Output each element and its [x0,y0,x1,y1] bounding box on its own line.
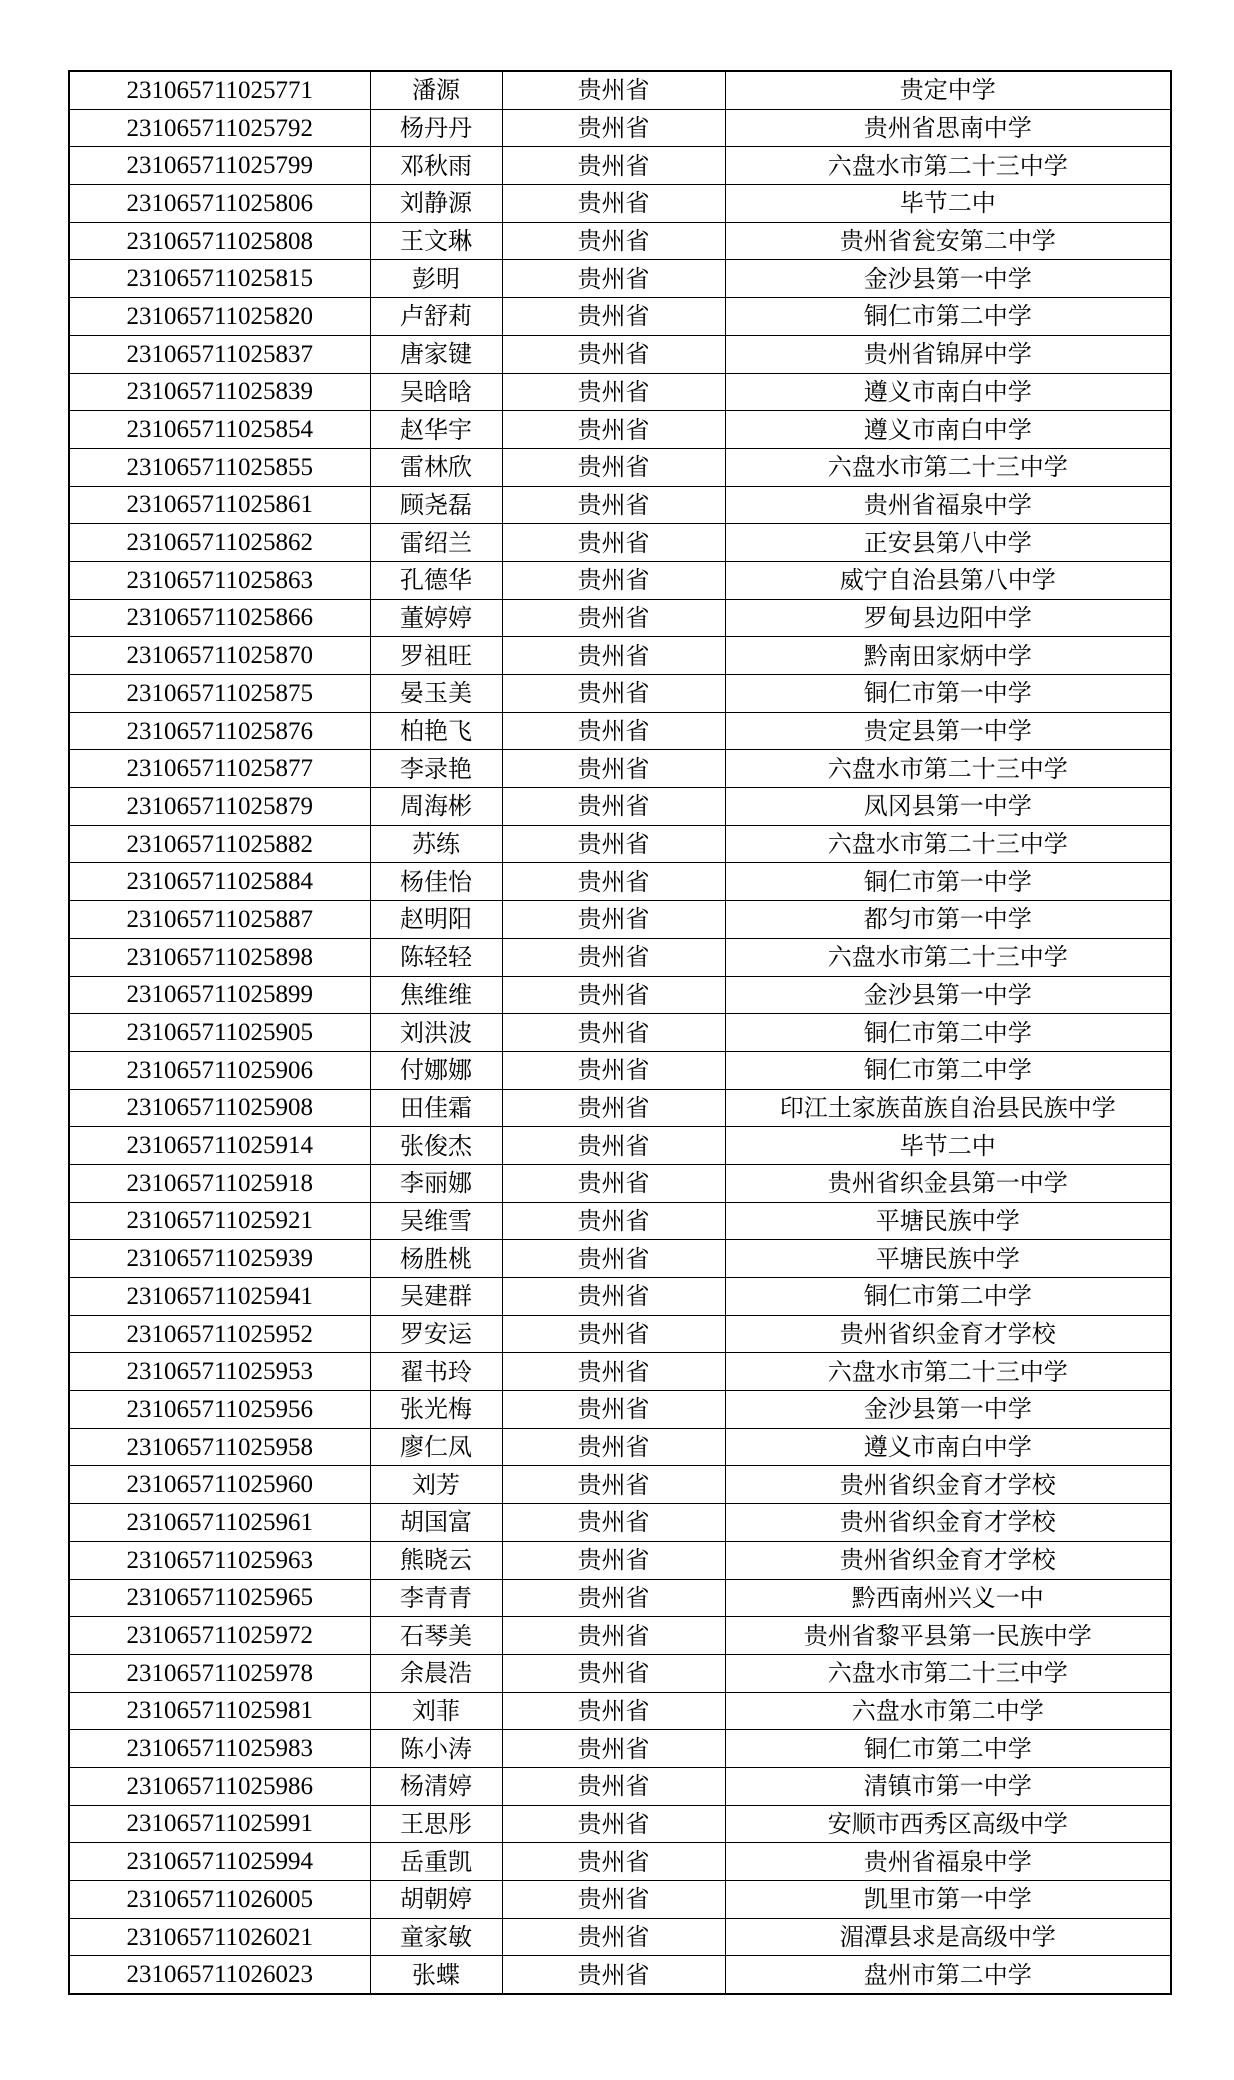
exam-id-cell: 231065711025855 [69,448,370,486]
exam-id-cell: 231065711025960 [69,1466,370,1504]
school-cell: 贵州省黎平县第一民族中学 [725,1617,1171,1655]
province-cell: 贵州省 [502,901,725,939]
province-cell: 贵州省 [502,1579,725,1617]
student-name-cell: 翟书玲 [370,1353,502,1391]
exam-id-cell: 231065711025939 [69,1240,370,1278]
school-cell: 铜仁市第二中学 [725,1730,1171,1768]
province-cell: 贵州省 [502,1391,725,1429]
school-cell: 铜仁市第一中学 [725,863,1171,901]
province-cell: 贵州省 [502,637,725,675]
province-cell: 贵州省 [502,1127,725,1165]
province-cell: 贵州省 [502,222,725,260]
table-row [69,448,1171,486]
table-row [69,1466,1171,1504]
school-cell: 贵州省织金县第一中学 [725,1164,1171,1202]
table-row [69,1918,1171,1956]
student-name-cell: 李青青 [370,1579,502,1617]
student-name-cell: 罗祖旺 [370,637,502,675]
school-cell: 贵州省福泉中学 [725,486,1171,524]
student-name-cell: 雷林欣 [370,448,502,486]
school-cell: 凯里市第一中学 [725,1881,1171,1919]
province-cell: 贵州省 [502,1466,725,1504]
table-row [69,1014,1171,1052]
school-cell: 六盘水市第二十三中学 [725,750,1171,788]
province-cell: 贵州省 [502,1164,725,1202]
school-cell: 黔南田家炳中学 [725,637,1171,675]
province-cell: 贵州省 [502,1881,725,1919]
province-cell: 贵州省 [502,825,725,863]
table-row [69,599,1171,637]
table-row [69,147,1171,185]
exam-id-cell: 231065711025961 [69,1504,370,1542]
province-cell: 贵州省 [502,1654,725,1692]
school-cell: 盘州市第二中学 [725,1956,1171,1994]
school-cell: 清镇市第一中学 [725,1767,1171,1805]
province-cell: 贵州省 [502,147,725,185]
table-row [69,1353,1171,1391]
province-cell: 贵州省 [502,1014,725,1052]
table-row [69,222,1171,260]
table-row [69,1579,1171,1617]
school-cell: 贵定中学 [725,71,1171,109]
province-cell: 贵州省 [502,298,725,336]
exam-id-cell: 231065711025820 [69,298,370,336]
province-cell: 贵州省 [502,1805,725,1843]
school-cell: 黔西南州兴义一中 [725,1579,1171,1617]
province-cell: 贵州省 [502,260,725,298]
table-row [69,1881,1171,1919]
student-name-cell: 焦维维 [370,976,502,1014]
student-name-cell: 晏玉美 [370,675,502,713]
school-cell: 贵州省织金育才学校 [725,1466,1171,1504]
student-name-cell: 王思彤 [370,1805,502,1843]
table-row [69,260,1171,298]
student-name-cell: 童家敏 [370,1918,502,1956]
province-cell: 贵州省 [502,599,725,637]
student-name-cell: 胡朝婷 [370,1881,502,1919]
exam-id-cell: 231065711025806 [69,185,370,223]
student-name-cell: 刘洪波 [370,1014,502,1052]
province-cell: 贵州省 [502,1730,725,1768]
table-row [69,788,1171,826]
exam-id-cell: 231065711025906 [69,1051,370,1089]
table-row [69,1127,1171,1165]
student-name-cell: 邓秋雨 [370,147,502,185]
table-row [69,976,1171,1014]
exam-id-cell: 231065711025879 [69,788,370,826]
school-cell: 遵义市南白中学 [725,1428,1171,1466]
province-cell: 贵州省 [502,524,725,562]
table-row [69,1843,1171,1881]
exam-id-cell: 231065711025808 [69,222,370,260]
student-name-cell: 余晨浩 [370,1654,502,1692]
exam-id-cell: 231065711025941 [69,1278,370,1316]
table-row [69,524,1171,562]
school-cell: 六盘水市第二十三中学 [725,1654,1171,1692]
province-cell: 贵州省 [502,863,725,901]
table-row [69,1805,1171,1843]
table-row [69,637,1171,675]
province-cell: 贵州省 [502,1240,725,1278]
table-row [69,712,1171,750]
student-name-cell: 岳重凯 [370,1843,502,1881]
table-row [69,1692,1171,1730]
exam-id-cell: 231065711025956 [69,1391,370,1429]
exam-id-cell: 231065711025899 [69,976,370,1014]
province-cell: 贵州省 [502,1315,725,1353]
exam-id-cell: 231065711025958 [69,1428,370,1466]
exam-id-cell: 231065711025914 [69,1127,370,1165]
table-row [69,1767,1171,1805]
school-cell: 铜仁市第二中学 [725,1014,1171,1052]
table-row [69,185,1171,223]
school-cell: 安顺市西秀区高级中学 [725,1805,1171,1843]
table-row [69,1240,1171,1278]
student-name-cell: 王文琳 [370,222,502,260]
school-cell: 遵义市南白中学 [725,411,1171,449]
school-cell: 都匀市第一中学 [725,901,1171,939]
table-row [69,71,1171,109]
exam-id-cell: 231065711025986 [69,1767,370,1805]
school-cell: 铜仁市第二中学 [725,1051,1171,1089]
exam-id-cell: 231065711025921 [69,1202,370,1240]
school-cell: 金沙县第一中学 [725,976,1171,1014]
province-cell: 贵州省 [502,1428,725,1466]
exam-id-cell: 231065711025953 [69,1353,370,1391]
school-cell: 毕节二中 [725,185,1171,223]
province-cell: 贵州省 [502,788,725,826]
table-row [69,1278,1171,1316]
student-name-cell: 廖仁凤 [370,1428,502,1466]
province-cell: 贵州省 [502,1278,725,1316]
exam-id-cell: 231065711025918 [69,1164,370,1202]
student-name-cell: 付娜娜 [370,1051,502,1089]
table-row [69,1051,1171,1089]
student-name-cell: 卢舒莉 [370,298,502,336]
student-name-cell: 苏练 [370,825,502,863]
roster-table [68,70,1172,1995]
exam-id-cell: 231065711025792 [69,109,370,147]
student-name-cell: 赵华宇 [370,411,502,449]
province-cell: 贵州省 [502,71,725,109]
school-cell: 铜仁市第二中学 [725,1278,1171,1316]
school-cell: 铜仁市第一中学 [725,675,1171,713]
exam-id-cell: 231065711025771 [69,71,370,109]
exam-id-cell: 231065711025983 [69,1730,370,1768]
school-cell: 贵定县第一中学 [725,712,1171,750]
school-cell: 贵州省思南中学 [725,109,1171,147]
table-row [69,1089,1171,1127]
exam-id-cell: 231065711025965 [69,1579,370,1617]
province-cell: 贵州省 [502,1918,725,1956]
school-cell: 贵州省福泉中学 [725,1843,1171,1881]
student-name-cell: 刘菲 [370,1692,502,1730]
student-name-cell: 雷绍兰 [370,524,502,562]
province-cell: 贵州省 [502,1692,725,1730]
province-cell: 贵州省 [502,561,725,599]
province-cell: 贵州省 [502,712,725,750]
exam-id-cell: 231065711025837 [69,335,370,373]
province-cell: 贵州省 [502,373,725,411]
table-row [69,1315,1171,1353]
school-cell: 平塘民族中学 [725,1240,1171,1278]
province-cell: 贵州省 [502,486,725,524]
student-name-cell: 周海彬 [370,788,502,826]
exam-id-cell: 231065711025963 [69,1541,370,1579]
province-cell: 贵州省 [502,750,725,788]
exam-id-cell: 231065711025898 [69,938,370,976]
province-cell: 贵州省 [502,1202,725,1240]
school-cell: 贵州省瓮安第二中学 [725,222,1171,260]
exam-id-cell: 231065711025861 [69,486,370,524]
student-name-cell: 杨丹丹 [370,109,502,147]
roster-body [69,71,1171,1994]
school-cell: 贵州省织金育才学校 [725,1541,1171,1579]
table-row [69,373,1171,411]
exam-id-cell: 231065711025884 [69,863,370,901]
table-row [69,411,1171,449]
school-cell: 六盘水市第二十三中学 [725,825,1171,863]
student-name-cell: 李丽娜 [370,1164,502,1202]
school-cell: 平塘民族中学 [725,1202,1171,1240]
exam-id-cell: 231065711025862 [69,524,370,562]
exam-id-cell: 231065711025876 [69,712,370,750]
table-row [69,901,1171,939]
student-name-cell: 吴建群 [370,1278,502,1316]
exam-id-cell: 231065711025905 [69,1014,370,1052]
student-name-cell: 罗安运 [370,1315,502,1353]
table-row [69,335,1171,373]
table-row [69,863,1171,901]
province-cell: 贵州省 [502,1843,725,1881]
student-name-cell: 孔德华 [370,561,502,599]
table-row [69,486,1171,524]
province-cell: 贵州省 [502,976,725,1014]
school-cell: 湄潭县求是高级中学 [725,1918,1171,1956]
student-name-cell: 张光梅 [370,1391,502,1429]
student-name-cell: 潘源 [370,71,502,109]
school-cell: 六盘水市第二十三中学 [725,147,1171,185]
exam-id-cell: 231065711026023 [69,1956,370,1994]
exam-id-cell: 231065711025854 [69,411,370,449]
school-cell: 正安县第八中学 [725,524,1171,562]
student-name-cell: 柏艳飞 [370,712,502,750]
school-cell: 贵州省织金育才学校 [725,1315,1171,1353]
province-cell: 贵州省 [502,411,725,449]
province-cell: 贵州省 [502,675,725,713]
exam-id-cell: 231065711025991 [69,1805,370,1843]
school-cell: 六盘水市第二十三中学 [725,1353,1171,1391]
province-cell: 贵州省 [502,1353,725,1391]
table-row [69,1164,1171,1202]
school-cell: 遵义市南白中学 [725,373,1171,411]
exam-id-cell: 231065711025877 [69,750,370,788]
student-name-cell: 杨清婷 [370,1767,502,1805]
province-cell: 贵州省 [502,1541,725,1579]
exam-id-cell: 231065711025994 [69,1843,370,1881]
table-row [69,1654,1171,1692]
school-cell: 金沙县第一中学 [725,1391,1171,1429]
province-cell: 贵州省 [502,938,725,976]
table-row [69,938,1171,976]
province-cell: 贵州省 [502,1956,725,1994]
exam-id-cell: 231065711026021 [69,1918,370,1956]
table-row [69,750,1171,788]
exam-id-cell: 231065711025815 [69,260,370,298]
student-name-cell: 董婷婷 [370,599,502,637]
exam-id-cell: 231065711025875 [69,675,370,713]
school-cell: 铜仁市第二中学 [725,298,1171,336]
student-name-cell: 顾尧磊 [370,486,502,524]
province-cell: 贵州省 [502,335,725,373]
table-row [69,1541,1171,1579]
table-row [69,298,1171,336]
table-row [69,1504,1171,1542]
province-cell: 贵州省 [502,1051,725,1089]
exam-id-cell: 231065711025908 [69,1089,370,1127]
student-name-cell: 陈小涛 [370,1730,502,1768]
table-row [69,1202,1171,1240]
province-cell: 贵州省 [502,185,725,223]
exam-id-cell: 231065711025882 [69,825,370,863]
student-name-cell: 张俊杰 [370,1127,502,1165]
table-row [69,109,1171,147]
exam-id-cell: 231065711025799 [69,147,370,185]
province-cell: 贵州省 [502,1617,725,1655]
exam-id-cell: 231065711025870 [69,637,370,675]
student-name-cell: 张蝶 [370,1956,502,1994]
table-row [69,1391,1171,1429]
table-row [69,675,1171,713]
student-name-cell: 熊晓云 [370,1541,502,1579]
school-cell: 威宁自治县第八中学 [725,561,1171,599]
exam-id-cell: 231065711025866 [69,599,370,637]
exam-id-cell: 231065711025972 [69,1617,370,1655]
exam-id-cell: 231065711025839 [69,373,370,411]
province-cell: 贵州省 [502,1504,725,1542]
student-name-cell: 石琴美 [370,1617,502,1655]
province-cell: 贵州省 [502,1767,725,1805]
student-name-cell: 刘芳 [370,1466,502,1504]
exam-id-cell: 231065711025887 [69,901,370,939]
student-name-cell: 赵明阳 [370,901,502,939]
school-cell: 凤冈县第一中学 [725,788,1171,826]
school-cell: 毕节二中 [725,1127,1171,1165]
student-name-cell: 杨胜桃 [370,1240,502,1278]
student-name-cell: 陈轻轻 [370,938,502,976]
table-row [69,825,1171,863]
student-name-cell: 彭明 [370,260,502,298]
school-cell: 金沙县第一中学 [725,260,1171,298]
school-cell: 六盘水市第二十三中学 [725,938,1171,976]
province-cell: 贵州省 [502,109,725,147]
school-cell: 印江土家族苗族自治县民族中学 [725,1089,1171,1127]
student-name-cell: 杨佳怡 [370,863,502,901]
exam-id-cell: 231065711025863 [69,561,370,599]
exam-id-cell: 231065711025978 [69,1654,370,1692]
student-name-cell: 田佳霜 [370,1089,502,1127]
province-cell: 贵州省 [502,448,725,486]
table-row [69,1617,1171,1655]
table-row [69,1428,1171,1466]
school-cell: 六盘水市第二中学 [725,1692,1171,1730]
school-cell: 贵州省锦屏中学 [725,335,1171,373]
student-name-cell: 吴晗晗 [370,373,502,411]
exam-id-cell: 231065711025981 [69,1692,370,1730]
school-cell: 贵州省织金育才学校 [725,1504,1171,1542]
table-row [69,561,1171,599]
student-name-cell: 刘静源 [370,185,502,223]
student-name-cell: 李录艳 [370,750,502,788]
table-row [69,1956,1171,1994]
student-name-cell: 胡国富 [370,1504,502,1542]
table-row [69,1730,1171,1768]
school-cell: 六盘水市第二十三中学 [725,448,1171,486]
exam-id-cell: 231065711025952 [69,1315,370,1353]
exam-id-cell: 231065711026005 [69,1881,370,1919]
province-cell: 贵州省 [502,1089,725,1127]
student-name-cell: 吴维雪 [370,1202,502,1240]
school-cell: 罗甸县边阳中学 [725,599,1171,637]
student-name-cell: 唐家键 [370,335,502,373]
